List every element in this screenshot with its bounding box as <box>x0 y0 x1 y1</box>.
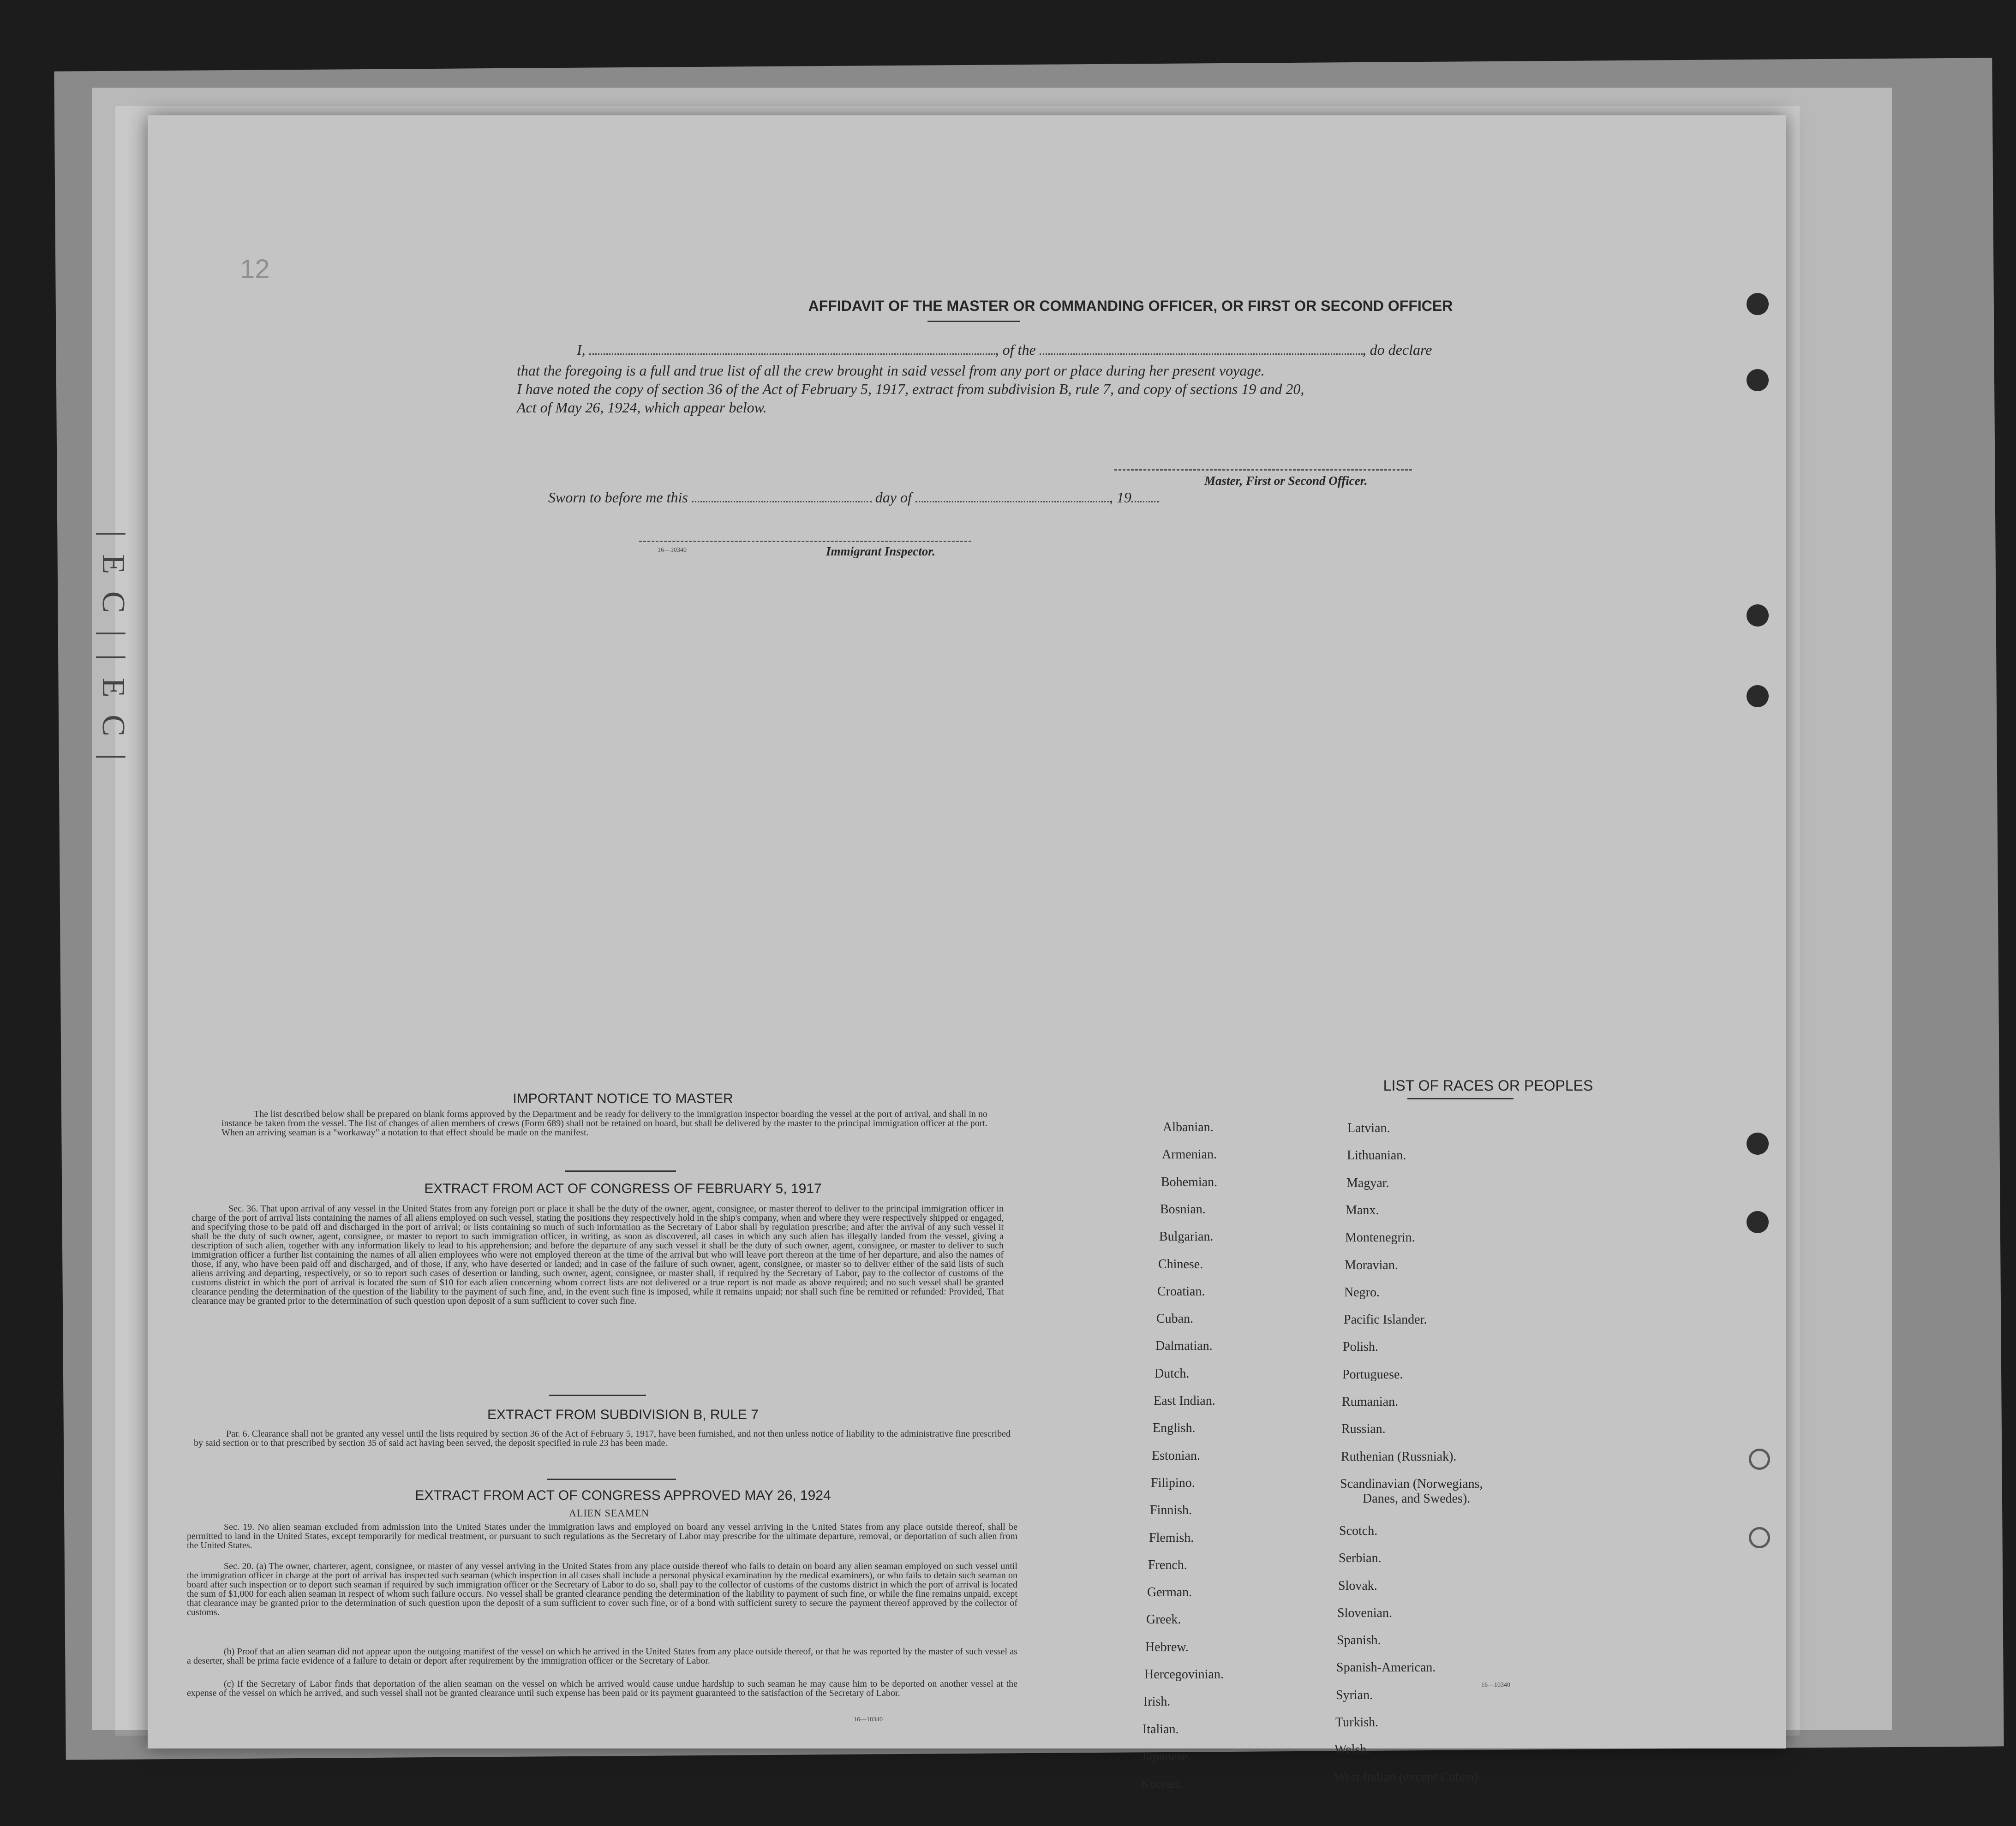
race-item: Portuguese. <box>1342 1367 1403 1382</box>
extract-1917-text: Sec. 36. That upon arrival of any vessel in the United States from any foreign port or place it shall be the duty of the owner, agent, consignee, or master thereof to deliver to the principal immigration officer in charge of the port of arrival lists containing the names of all aliens employed on such vessel, stating the positions they respectively hold in the ship's company, when and where they were respectively shipped or engaged, and specifying those to be paid off and discharged in the port of arrival; or lists containing so much of such information as the Secretary of Labor shall by regulation prescribe; and after the arrival of any such vessel it shall be the duty of such owner, agent, consignee, or master to report to such immigration officer, in writing, as soon as discovered, all cases in which any such alien has illegally landed from the vessel, giving a description of such alien, together with any information likely to lead to his apprehension; and before the departure of any such vessel it shall be the duty of such owner, agent, consignee, or master to deliver to such immigration officer a further list containing the names of all alien employees who were not employed thereon at the time of the arrival but who will leave port thereon at the time of her departure, and also the names of those, if any, who have been paid off and discharged, and of those, if any, who have deserted or landed; and in case of the failure of such owner, agent, consignee, or master so to deliver either of the said lists of such aliens arriving and departing, respectively, or so to report such cases of desertion or landing, such owner, agent, consignee, or master shall, if required by the Secretary of Labor, pay to the collector of customs of the customs district in which the port of arrival is located the sum of $10 for each alien concerning whom correct lists are not delivered or a true report is not made as above required; and no such vessel shall be granted clearance pending the determination of the question of the liability to the payment of such fine, and, in the event such fine is imposed, while it remains unpaid; nor shall such fine be remitted or refunded: Provided, That clearance may be granted prior to the determination of such question upon deposit of a sum sufficient to cover such fine. <box>191 1204 1004 1306</box>
race-item: Croatian. <box>1157 1284 1205 1299</box>
race-item: Scotch. <box>1339 1523 1378 1538</box>
affidavit-line-2: that the foregoing is a full and true list of all the crew brought in said vessel from any port or place during her present voyage. <box>517 362 1265 379</box>
binder-hole <box>1747 369 1769 391</box>
sworn-month-field[interactable] <box>915 498 1109 502</box>
name-field[interactable] <box>589 351 995 355</box>
race-item: German. <box>1147 1585 1192 1600</box>
race-item: Albanian. <box>1163 1120 1214 1134</box>
races-title-rule <box>1407 1098 1513 1099</box>
extract-form-code: 16—10340 <box>854 1716 883 1723</box>
race-item: Slovak. <box>1338 1578 1377 1593</box>
race-item: Negro. <box>1344 1285 1380 1300</box>
races-title: LIST OF RACES OR PEOPLES <box>1383 1077 1593 1094</box>
inspector-label: Immigrant Inspector. <box>826 544 936 558</box>
race-item: Pacific Islander. <box>1344 1313 1427 1327</box>
extract-1917-title: EXTRACT FROM ACT OF CONGRESS OF FEBRUARY 5, 1917 <box>424 1181 822 1196</box>
sworn-year-field[interactable] <box>1131 498 1159 502</box>
race-item: Lithuanian. <box>1347 1148 1406 1163</box>
affidavit-of-the: , of the <box>995 341 1036 358</box>
race-item: English. <box>1153 1421 1196 1436</box>
section-rule <box>565 1170 676 1172</box>
binder-hole <box>1749 1449 1770 1470</box>
race-item: Korean. <box>1141 1777 1182 1791</box>
affidavit-i: I, <box>577 341 586 358</box>
affidavit-form-code: 16—10340 <box>658 547 687 554</box>
section-rule <box>549 1395 646 1396</box>
race-item: Bulgarian. <box>1159 1229 1214 1244</box>
race-item: Russian. <box>1341 1422 1386 1437</box>
race-item: French. <box>1148 1557 1187 1572</box>
binder-hole <box>1747 1133 1769 1155</box>
binder-hole <box>1747 604 1769 627</box>
race-item: Turkish. <box>1335 1715 1379 1730</box>
affidavit-title: AFFIDAVIT OF THE MASTER OR COMMANDING OFFICER, OR FIRST OR SECOND OFFICER <box>808 298 1453 314</box>
notice-title: IMPORTANT NOTICE TO MASTER <box>513 1091 733 1106</box>
race-item: Welsh. <box>1334 1742 1370 1757</box>
sworn-day-of: day of <box>875 489 912 506</box>
race-item: Hercegovinian. <box>1144 1667 1224 1682</box>
races-form-code: 16—10340 <box>1481 1682 1510 1689</box>
rule7-text: Par. 6. Clearance shall not be granted any vessel until the lists required by section 36 of the Act of February 5, 1917, have been furnished, and not then unless notice of liability to the administrative fine prescribed by said section or to that prescribed by section 35 of said act having been served, the deposit specified in rule 23 has been made. <box>194 1429 1011 1448</box>
sworn-day-field[interactable] <box>692 498 872 502</box>
race-item: Dutch. <box>1155 1366 1190 1381</box>
sworn-year-prefix: , 19 <box>1109 489 1131 506</box>
master-signature-label: Master, First or Second Officer. <box>1204 474 1368 488</box>
race-item: Rumanian. <box>1342 1395 1399 1409</box>
race-item: Serbian. <box>1339 1551 1382 1566</box>
manifest-page <box>148 115 1786 1791</box>
race-item: Flemish. <box>1149 1530 1194 1545</box>
title-rule <box>927 321 1020 322</box>
inspector-signature-line[interactable] <box>639 541 971 542</box>
margin-marks: | E C | | E C | <box>96 531 131 765</box>
race-item: Finnish. <box>1150 1503 1192 1518</box>
binder-hole <box>1747 1211 1769 1233</box>
race-item: Hebrew. <box>1145 1640 1189 1654</box>
race-item: Dalmatian. <box>1155 1339 1213 1354</box>
race-item: Cuban. <box>1156 1312 1194 1326</box>
affidavit-line-3: I have noted the copy of section 36 of the Act of February 5, 1917, extract from subdivision B, rule 7, and copy of sections 19 and 20, <box>517 381 1304 397</box>
race-item: Syrian. <box>1336 1688 1373 1702</box>
race-item: Bosnian. <box>1160 1202 1206 1217</box>
binder-hole <box>1747 293 1769 315</box>
extract-1924-sec20c: (c) If the Secretary of Labor finds that deportation of the alien seaman on the vessel on which he arrived would cause undue hardship to such seaman he may cause him to be deported on another vessel at the expense of the vessel on which he arrived, and such vessel shall not be granted clearance until such expense has been paid or its payment guaranteed to the satisfaction of the Secretary of Labor. <box>187 1679 1017 1698</box>
race-item: Polish. <box>1343 1340 1379 1355</box>
extract-1924-sec20b: (b) Proof that an alien seaman did not appear upon the outgoing manifest of the vessel on which he arrived in the United States from any place outside thereof, or that he was reported by the master of such vessel as a deserter, shall be prima facie evidence of a failure to detain or deport after requirement by the immigration officer or the Secretary of Labor. <box>187 1647 1017 1666</box>
race-item: Italian. <box>1143 1722 1179 1736</box>
extract-1924-title: EXTRACT FROM ACT OF CONGRESS APPROVED MAY 26, 1924 <box>415 1488 831 1503</box>
race-item: Japanese. <box>1142 1749 1191 1764</box>
race-item: Latvian. <box>1347 1121 1390 1135</box>
extract-1924-sec20a: Sec. 20. (a) The owner, charterer, agent, consignee, or master of any vessel arriving in the United States from any place outside thereof who fails to detain on board any alien seaman employed on such vessel until the immigration officer in charge at the port of arrival has inspected such seaman (which inspection in all cases shall include a personal physical examination by the medical examiners), or who fails to detain such seaman on board after such inspection or to deport such seaman if required by such immigration officer or the Secretary of Labor to do so, shall pay to the collector of customs of the customs district in which the port of arrival is located the sum of $1,000 for each alien seaman in respect of whom such failure occurs. No vessel shall be granted clearance pending the determination of the liability to payment of such fine, or while the fine remains unpaid, except that clearance may be granted prior to the determination of such question upon the deposit of a sum sufficient to cover such fine, or of a bond with sufficient surety to secure the payment thereof approved by the collector of customs. <box>187 1561 1017 1617</box>
sworn-line <box>548 489 1159 506</box>
vessel-field[interactable] <box>1040 351 1363 355</box>
master-signature-line[interactable] <box>1114 469 1412 471</box>
race-item: Chinese. <box>1158 1257 1203 1271</box>
notice-text: The list described below shall be prepared on blank forms approved by the Department and be ready for delivery to the immigration inspector boarding the vessel at the port of arrival, and shall in no instance be taken from the vessel. The list of changes of alien members of crews (Form 689) shall not be retained on board, but shall be delivered by the master to the principal immigration officer at the port. When an arriving seaman is a "workaway" a notation to that effect should be made on the manifest. <box>221 1109 987 1138</box>
race-item: Montenegrin. <box>1345 1230 1415 1245</box>
affidavit-line-4: Act of May 26, 1924, which appear below. <box>517 399 767 416</box>
race-item: Danes, and Swedes). <box>1363 1491 1471 1506</box>
race-item: Armenian. <box>1162 1147 1217 1162</box>
rule7-title: EXTRACT FROM SUBDIVISION B, RULE 7 <box>487 1407 759 1422</box>
alien-seamen-subtitle: ALIEN SEAMEN <box>569 1507 649 1519</box>
race-item: West Indian (except Cuban). <box>1334 1770 1482 1784</box>
race-item: Spanish. <box>1337 1633 1381 1648</box>
race-item: Bohemian. <box>1161 1175 1218 1189</box>
race-item: Filipino. <box>1151 1475 1195 1490</box>
section-rule <box>547 1479 676 1480</box>
binder-hole <box>1747 685 1769 707</box>
race-item: Estonian. <box>1152 1448 1200 1463</box>
race-item: East Indian. <box>1154 1394 1215 1408</box>
sworn-text: Sworn to before me this <box>548 489 688 506</box>
binder-hole <box>1749 1527 1770 1548</box>
race-item: Irish. <box>1143 1695 1171 1709</box>
race-item: Slovenian. <box>1337 1605 1392 1620</box>
race-item: Magyar. <box>1346 1176 1389 1190</box>
race-item: Spanish-American. <box>1336 1660 1436 1675</box>
race-item: Greek. <box>1146 1612 1181 1627</box>
affidavit-do-declare: , do declare <box>1362 341 1432 358</box>
affidavit-declaration-line <box>549 341 1432 358</box>
race-item: Moravian. <box>1345 1258 1398 1272</box>
extract-1924-sec19: Sec. 19. No alien seaman excluded from admission into the United States under the immigration laws and employed on board any vessel arriving in the United States from any place outside thereof, shall be permitted to land in the United States, except temporarily for medical treatment, or pursuant to such regulations as the Secretary of Labor may prescribe for the ultimate departure, removal, or deportation of such alien from the United States. <box>187 1522 1017 1551</box>
race-item: Ruthenian (Russniak). <box>1341 1449 1457 1464</box>
race-item: Manx. <box>1346 1203 1379 1217</box>
race-item: Scandinavian (Norwegians, <box>1340 1476 1483 1491</box>
faint-page-number: 12 <box>240 254 270 284</box>
